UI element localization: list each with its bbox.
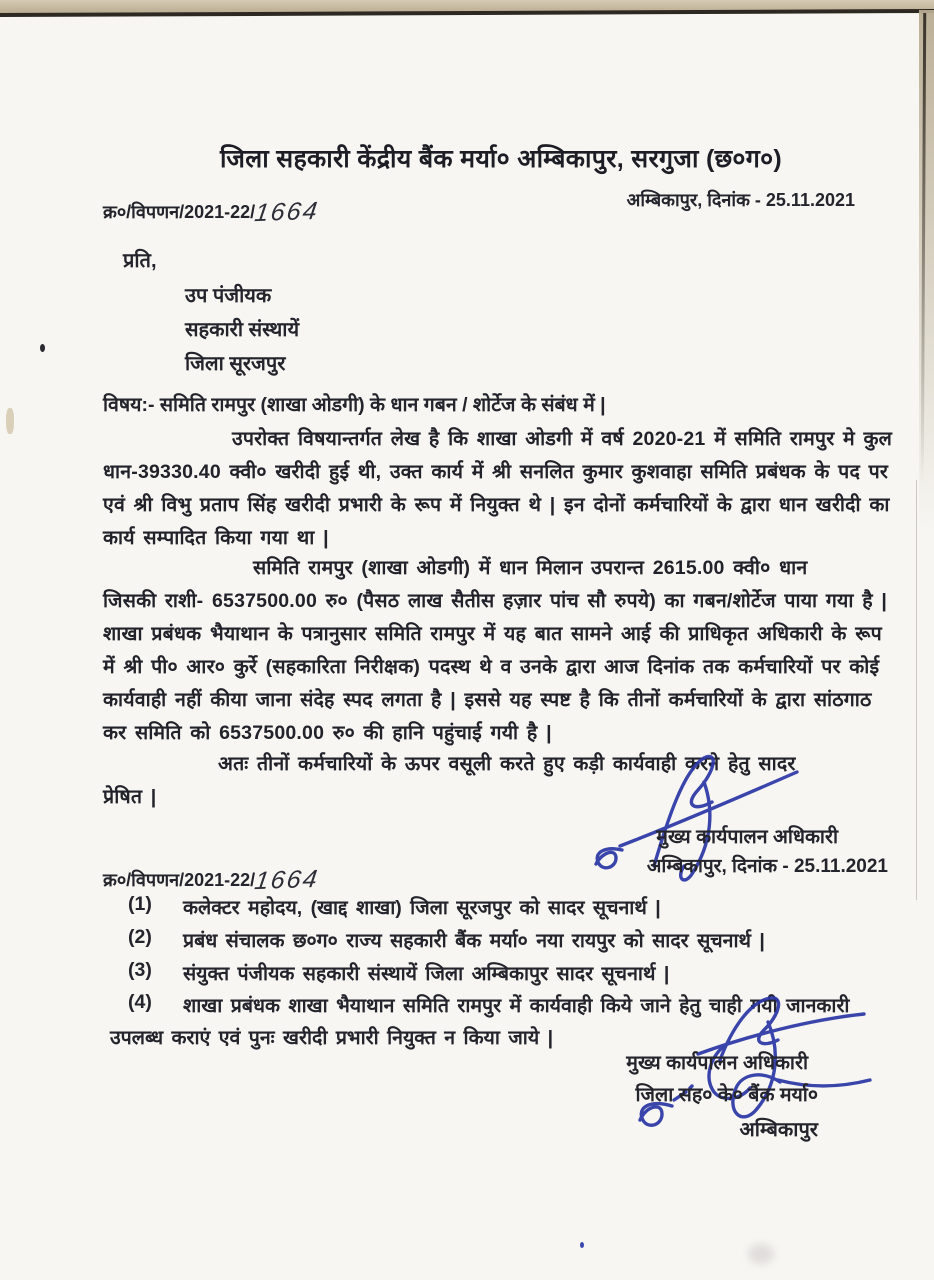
cc-item-number: (3)	[128, 959, 152, 981]
cc-item-number: (1)	[128, 893, 152, 915]
cc-item-number: (2)	[128, 926, 152, 948]
paper-right-faint-edge	[916, 480, 917, 900]
letterhead-title: जिला सहकारी केंद्रीय बैंक मर्या० अम्बिकापुर, सरगुजा (छ०ग०)	[219, 145, 783, 173]
signatory-designation: मुख्य कार्यपालन अधिकारी	[656, 826, 838, 848]
salutation: प्रति,	[123, 250, 157, 272]
ink-speck	[580, 1242, 584, 1248]
body-line: समिति रामपुर (शाखा ओडगी) में धान मिलान उपरान्त 2615.00 क्वी० धान	[253, 557, 808, 579]
body-line: कार्य सम्पादित किया गया था |	[103, 527, 329, 549]
body-line: में श्री पी० आर० कुर्रे (सहकारिता निरीक्षक) पदस्थ थे व उनके द्वारा आज दिनांक तक कर्मचारियों पर कोई	[103, 656, 880, 678]
reference-number	[103, 196, 322, 228]
cc-item-text: कलेक्टर महोदय, (खाद्द शाखा) जिला सूरजपुर को सादर सूचनार्थ |	[183, 897, 661, 919]
signatory-designation-2: मुख्य कार्यपालन अधिकारी	[626, 1052, 808, 1074]
body-line: प्रेषित |	[103, 786, 157, 808]
signatory-place-date: अम्बिकापुर, दिनांक - 25.11.2021	[646, 856, 888, 877]
recipient-line: उप पंजीयक	[185, 285, 272, 307]
cc-item-text: संयुक्त पंजीयक सहकारी संस्थायें जिला अम्बिकापुर सादर सूचनार्थ |	[183, 963, 670, 985]
body-line: उपरोक्त विषयान्तर्गत लेख है कि शाखा ओडगी में वर्ष 2020-21 में समिति रामपुर मे कुल	[232, 428, 893, 450]
scan-smudge	[748, 1244, 774, 1264]
body-line: धान-39330.40 क्वी० खरीदी हुई थी, उक्त कार्य में श्री सनलित कुमार कुशवाहा समिति प्रबंधक के पद पर	[103, 461, 889, 483]
scan-smudge	[6, 408, 14, 434]
place-date-line: अम्बिकापुर, दिनांक - 25.11.2021	[626, 190, 855, 210]
body-line: कर समिति को 6537500.00 रु० की हानि पहुंचाई गयी है |	[103, 722, 552, 744]
body-line: शाखा प्रबंधक भैयाथान के पत्रानुसार समिति रामपुर में यह बात सामने आई की प्राधिकृत अधिकारी के रूप	[103, 623, 882, 645]
recipient-line: जिला सूरजपुर	[185, 353, 286, 375]
body-line: कार्यवाही नहीं कीया जाना संदेह स्पद लगता है | इससे यह स्पष्ट है कि तीनों कर्मचारियों के द्वारा सांठगाठ	[103, 689, 872, 711]
cc-item-text-continued: उपलब्ध कराएं एवं पुनः खरीदी प्रभारी नियुक्त न किया जाये |	[110, 1027, 554, 1049]
scan-speck	[40, 344, 45, 352]
signatory-organization: जिला सह० के० बैंक मर्या०	[635, 1084, 818, 1106]
handwritten-serial-number: 1664	[253, 196, 322, 228]
handwritten-serial-number-2: 1664	[253, 864, 322, 896]
cc-item-text: शाखा प्रबंधक शाखा भैयाथान समिति रामपुर में कार्यवाही किये जाने हेतु चाही गयी जानकारी	[183, 995, 850, 1017]
reference-number-2	[103, 864, 322, 896]
reference-prefix-2: क्र०/विपणन/2021-22/	[103, 870, 256, 890]
cc-item-number: (4)	[128, 991, 152, 1013]
subject-line: विषय:- समिति रामपुर (शाखा ओडगी) के धान गबन / शोर्टेज के संबंध में |	[103, 394, 606, 416]
reference-prefix: क्र०/विपणन/2021-22/	[103, 202, 256, 222]
recipient-line: सहकारी संस्थायें	[185, 319, 300, 341]
body-line: जिसकी राशी- 6537500.00 रु० (पैसठ लाख सैतीस हज़ार पांच सौ रुपये) का गबन/शोर्टेज पाया गया है |	[103, 590, 888, 612]
body-line: एवं श्री विभु प्रताप सिंह खरीदी प्रभारी के रूप में नियुक्त थे | इन दोनों कर्मचारियों के द्वारा धान खरीदी का	[103, 494, 890, 516]
signatory-place: अम्बिकापुर	[739, 1119, 818, 1141]
body-line: अतः तीनों कर्मचारियों के ऊपर वसूली करते हुए कड़ी कार्यवाही करने हेतु सादर	[218, 753, 796, 775]
cc-item-text: प्रबंध संचालक छ०ग० राज्य सहकारी बैंक मर्या० नया रायपुर को सादर सूचनार्थ |	[183, 930, 765, 952]
